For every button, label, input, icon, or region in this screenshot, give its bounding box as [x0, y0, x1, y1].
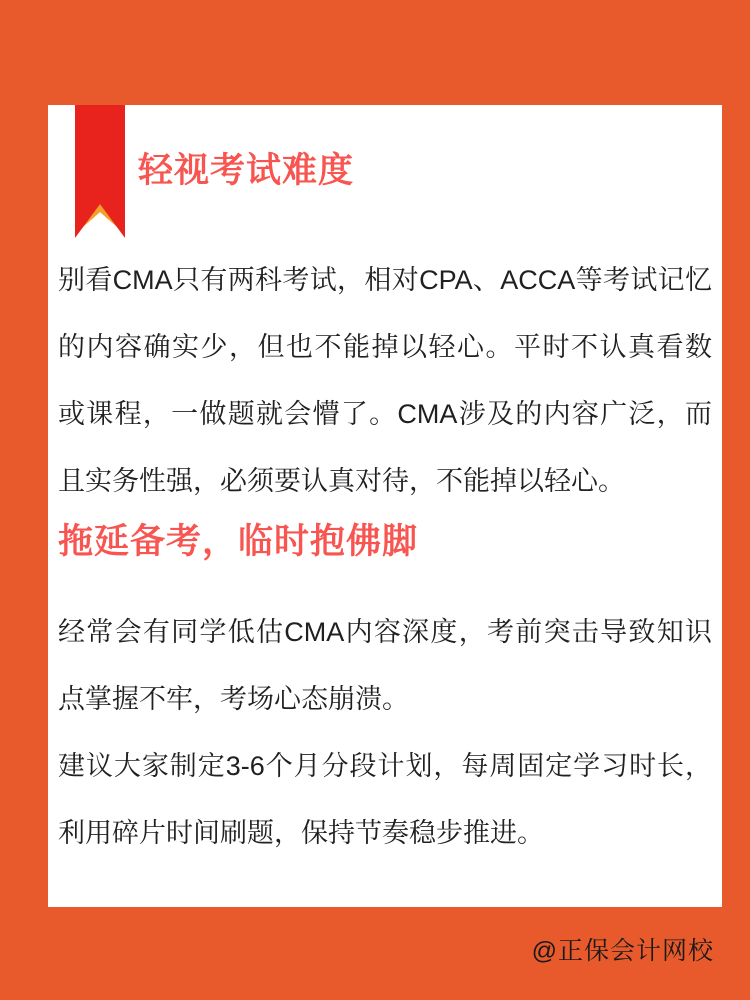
paragraph-line: 且实务性强，必须要认真对待，不能掉以轻心。 [58, 466, 625, 496]
bookmark-ribbon-icon [75, 105, 125, 245]
paragraph-line: 利用碎片时间刷题，保持节奏稳步推进。 [58, 818, 544, 848]
section-1-paragraph [58, 247, 712, 515]
paragraph-line: 或课程，一做题就会懵了。CMA涉及的内容广泛，而 [58, 399, 712, 429]
paragraph-line: 的内容确实少，但也不能掉以轻心。平时不认真看数 [58, 332, 712, 362]
paragraph-line: 别看CMA只有两科考试，相对CPA、ACCA等考试记忆 [58, 265, 712, 295]
content-card [48, 105, 722, 907]
ribbon-red-banner [75, 105, 125, 238]
section-2-paragraph-1 [58, 599, 712, 733]
section-heading-2: 拖延备考，临时抱佛脚 [58, 522, 419, 561]
paragraph-line: 点掌握不牢，考场心态崩溃。 [58, 684, 409, 714]
watermark-credit: @正保会计网校 [531, 937, 714, 965]
section-2-paragraph-2 [58, 733, 712, 867]
section-heading-1: 轻视考试难度 [138, 151, 355, 190]
paragraph-line: 经常会有同学低估CMA内容深度，考前突击导致知识 [58, 617, 712, 647]
paragraph-line: 建议大家制定3-6个月分段计划，每周固定学习时长， [58, 751, 712, 781]
